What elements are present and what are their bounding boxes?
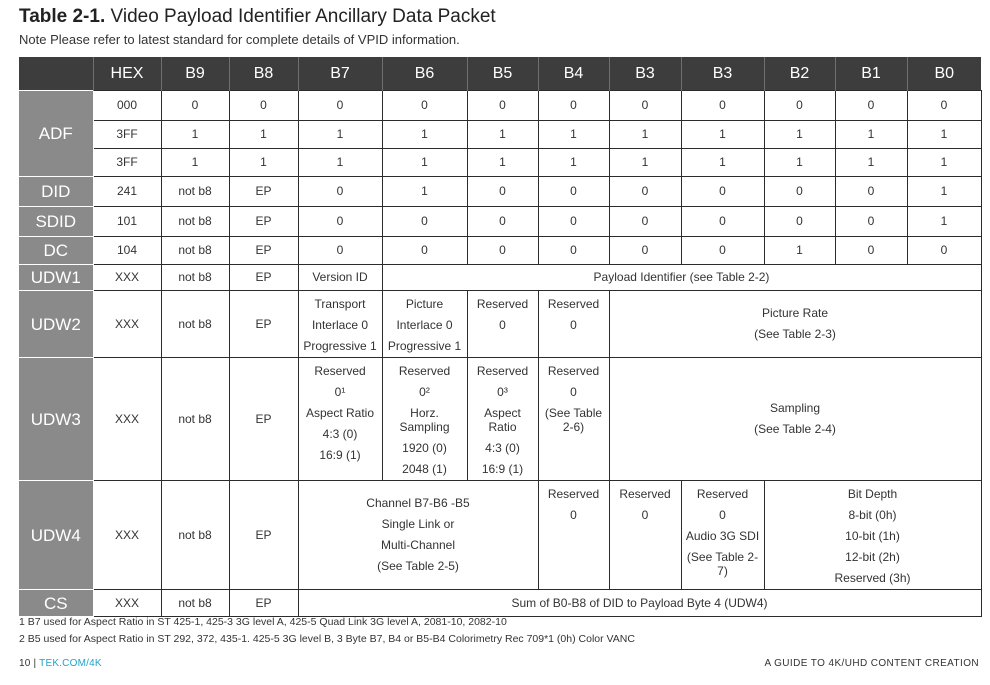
header-row [19, 57, 981, 91]
table-cell: 0 [298, 91, 382, 121]
cell-line: 0 [719, 508, 726, 522]
cell-line: Reserved [696, 487, 749, 501]
table-cell: 0 [467, 237, 538, 265]
header-cell: B3 [609, 57, 681, 91]
header-cell: B7 [298, 57, 382, 91]
site-link[interactable]: TEK.COM/4K [39, 658, 102, 669]
cell-line: 0 [570, 508, 577, 522]
table-cell: 101 [93, 207, 161, 237]
table-cell: EP [229, 590, 298, 617]
header-cell [19, 57, 93, 91]
cell-line: Progressive 1 [387, 339, 462, 353]
table-cell: 0 [538, 177, 609, 207]
footnote-2: 2 B5 used for Aspect Ratio in ST 292, 372, 435-1. 425-5 3G level B, 3 Byte B7, B4 or B5-B4 Colorimetry Rec 709*1 (0h) Color VANC [19, 633, 635, 645]
reserved-cell [467, 291, 538, 358]
cell-line: Channel B7-B6 -B5 [366, 496, 470, 510]
table-cell: EP [229, 177, 298, 207]
row-label-sdid: SDID [19, 207, 93, 237]
transport-cell [298, 291, 382, 358]
table-row-dc [19, 237, 981, 265]
table-cell: XXX [93, 291, 161, 358]
header-cell: B9 [161, 57, 229, 91]
table-cell: not b8 [161, 358, 229, 481]
table-row-udw1 [19, 265, 981, 291]
header-cell: B5 [467, 57, 538, 91]
table-cell: 1 [229, 149, 298, 177]
table-cell: 0 [609, 237, 681, 265]
table-cell: 1 [229, 121, 298, 149]
table-cell: 1 [764, 237, 835, 265]
cell-line: (See Table 2-3) [754, 327, 836, 341]
cell-line: Sampling [769, 401, 821, 415]
table-cell: EP [229, 237, 298, 265]
table-cell: 1 [835, 121, 907, 149]
table-row-adf [19, 91, 981, 121]
cell-line: Reserved [547, 364, 600, 378]
row-label-dc: DC [19, 237, 93, 265]
table-cell: 0 [764, 207, 835, 237]
cell-line: Picture Rate [761, 306, 829, 320]
table-row-adf [19, 149, 981, 177]
header-cell: B1 [835, 57, 907, 91]
table-cell: 3FF [93, 149, 161, 177]
table-cell: 0 [835, 207, 907, 237]
table-cell: not b8 [161, 177, 229, 207]
cell-line: Reserved [547, 297, 600, 311]
footnote-1: 1 B7 used for Aspect Ratio in ST 425-1, 425-3 3G level A, 425-5 Quad Link 3G level A, 2081-10, 2082-10 [19, 616, 507, 628]
cell-line: 8-bit (0h) [848, 508, 897, 522]
version-id-cell: Version ID [298, 265, 382, 291]
cell-line: Picture [405, 297, 444, 311]
table-cell: 1 [161, 121, 229, 149]
cell-line: Progressive 1 [303, 339, 377, 353]
picture-rate-cell [609, 291, 981, 358]
table-cell: 0 [835, 91, 907, 121]
table-cell: 0 [467, 91, 538, 121]
row-label-udw1: UDW1 [19, 265, 93, 291]
header-cell: B4 [538, 57, 609, 91]
table-cell: 0 [298, 237, 382, 265]
table-cell: not b8 [161, 590, 229, 617]
header-cell: B0 [907, 57, 981, 91]
table-cell: 1 [467, 121, 538, 149]
table-cell: EP [229, 291, 298, 358]
cell-line: 0 [570, 385, 577, 399]
channel-cell [298, 481, 538, 590]
table-cell: 0 [907, 237, 981, 265]
table-cell: 0 [681, 91, 764, 121]
table-cell: 1 [609, 149, 681, 177]
table-cell: not b8 [161, 265, 229, 291]
table-cell: 1 [681, 149, 764, 177]
cell-line: (See Table 2-4) [754, 422, 836, 436]
table-cell: 1 [681, 121, 764, 149]
cell-line: Bit Depth [847, 487, 898, 501]
cell-line: Horz. Sampling [399, 406, 450, 434]
cell-line: (See Table 2-5) [377, 559, 459, 573]
cell-line: Reserved [619, 487, 671, 501]
cell-line: Aspect Ratio [484, 406, 521, 434]
table-row-sdid [19, 207, 981, 237]
table-row-adf [19, 121, 981, 149]
table-cell: 0 [538, 237, 609, 265]
cell-line: Reserved [398, 364, 451, 378]
cell-line: Multi-Channel [380, 538, 456, 552]
reserved-cell [538, 291, 609, 358]
table-cell: 0 [609, 91, 681, 121]
row-label-adf: ADF [19, 91, 93, 177]
cell-line: 0¹ [334, 385, 346, 399]
table-cell: 0 [609, 207, 681, 237]
table-cell: EP [229, 265, 298, 291]
table-cell: 0 [538, 207, 609, 237]
vpid-table [19, 57, 982, 617]
table-row-udw2 [19, 291, 981, 358]
table-cell: 1 [764, 149, 835, 177]
table-cell: 0 [538, 91, 609, 121]
reserved-cell [609, 481, 681, 590]
table-cell: 0 [835, 237, 907, 265]
reserved-cell [538, 358, 609, 481]
table-note: Note Please refer to latest standard for complete details of VPID information. [19, 32, 460, 47]
table-cell: EP [229, 358, 298, 481]
table-cell: 1 [467, 149, 538, 177]
table-cell: 1 [835, 149, 907, 177]
table-cell: 1 [538, 121, 609, 149]
table-cell: 1 [382, 149, 467, 177]
table-cell: 0 [681, 177, 764, 207]
table-cell: 241 [93, 177, 161, 207]
cell-line: 0³ [497, 385, 508, 399]
table-cell: EP [229, 207, 298, 237]
cell-line: 0 [499, 318, 506, 332]
picture-cell [382, 291, 467, 358]
cell-line: 16:9 (1) [319, 448, 361, 462]
row-label-cs: CS [19, 590, 93, 617]
row-label-did: DID [19, 177, 93, 207]
cell-line: (See Table 2-6) [544, 406, 603, 434]
cell-line: 0 [641, 508, 649, 522]
cell-line: 0 [570, 318, 577, 332]
table-cell: 0 [298, 177, 382, 207]
aspect-ratio-cell [467, 358, 538, 481]
page-separator: | [33, 658, 37, 669]
table-cell: 3FF [93, 121, 161, 149]
table-cell: 1 [907, 149, 981, 177]
table-cell: 0 [681, 207, 764, 237]
table-cell: 0 [835, 177, 907, 207]
cell-line: 10-bit (1h) [845, 529, 900, 543]
table-cell: not b8 [161, 291, 229, 358]
table-cell: 1 [382, 177, 467, 207]
cell-line: 16:9 (1) [481, 462, 524, 476]
table-cell: 000 [93, 91, 161, 121]
payload-identifier-cell: Payload Identifier (see Table 2-2) [382, 265, 981, 291]
cell-line: Audio 3G SDI [685, 529, 760, 543]
row-label-udw2: UDW2 [19, 291, 93, 358]
cell-line: 0² [419, 385, 430, 399]
cell-line: 4:3 (0) [485, 441, 520, 455]
table-cell: 1 [298, 121, 382, 149]
table-cell: 0 [764, 91, 835, 121]
checksum-cell: Sum of B0-B8 of DID to Payload Byte 4 (UDW4) [298, 590, 981, 617]
row-label-udw4: UDW4 [19, 481, 93, 590]
cell-line: Reserved [314, 364, 366, 378]
cell-line: Single Link or [381, 517, 455, 531]
table-cell: 0 [382, 237, 467, 265]
table-title: Video Payload Identifier Ancillary Data Packet [110, 6, 496, 27]
table-row-udw3 [19, 358, 981, 481]
cell-line: (See Table 2-7) [686, 550, 759, 578]
table-number: Table 2-1. [19, 6, 106, 27]
table-cell: 0 [907, 91, 981, 121]
table-cell: XXX [93, 358, 161, 481]
header-cell: B8 [229, 57, 298, 91]
audio-3g-sdi-cell [681, 481, 764, 590]
table-cell: 0 [382, 91, 467, 121]
cell-line: Reserved [476, 364, 529, 378]
table-cell: 0 [382, 207, 467, 237]
sampling-cell [609, 358, 981, 481]
table-cell: 1 [161, 149, 229, 177]
table-cell: 1 [609, 121, 681, 149]
page-footer [19, 658, 102, 669]
bit-depth-cell [764, 481, 981, 590]
table-cell: 0 [681, 237, 764, 265]
table-row-cs [19, 590, 981, 617]
table-cell: 104 [93, 237, 161, 265]
table-cell: 1 [907, 207, 981, 237]
table-cell: 0 [229, 91, 298, 121]
cell-line: 1920 (0) [402, 441, 447, 455]
page-title [19, 6, 496, 28]
cell-line: 4:3 (0) [322, 427, 358, 441]
table-cell: 0 [609, 177, 681, 207]
table-cell: XXX [93, 590, 161, 617]
aspect-ratio-cell [298, 358, 382, 481]
cell-line: 12-bit (2h) [845, 550, 900, 564]
table-cell: 1 [764, 121, 835, 149]
cell-line: Interlace 0 [396, 318, 453, 332]
header-cell: B2 [764, 57, 835, 91]
table-cell: not b8 [161, 481, 229, 590]
table-cell: XXX [93, 265, 161, 291]
header-cell: B6 [382, 57, 467, 91]
table-cell: 1 [382, 121, 467, 149]
table-cell: 1 [538, 149, 609, 177]
table-cell: 1 [298, 149, 382, 177]
table-row-did [19, 177, 981, 207]
row-label-udw3: UDW3 [19, 358, 93, 481]
header-cell: HEX [93, 57, 161, 91]
table-cell: 0 [161, 91, 229, 121]
page-number: 10 [19, 658, 31, 669]
table-cell: 0 [298, 207, 382, 237]
table-cell: 0 [467, 207, 538, 237]
cell-line: Reserved [476, 297, 529, 311]
table-cell: EP [229, 481, 298, 590]
cell-line: 2048 (1) [402, 462, 447, 476]
table-cell: not b8 [161, 237, 229, 265]
table-cell: 1 [907, 121, 981, 149]
table-cell: 0 [467, 177, 538, 207]
cell-line: Transport [314, 297, 366, 311]
table-cell: 1 [907, 177, 981, 207]
guide-title: A GUIDE TO 4K/UHD CONTENT CREATION [764, 658, 979, 669]
table-cell: 0 [764, 177, 835, 207]
horz-sampling-cell [382, 358, 467, 481]
table-cell: XXX [93, 481, 161, 590]
cell-line: Aspect Ratio [305, 406, 375, 420]
header-cell: B3 [681, 57, 764, 91]
reserved-cell [538, 481, 609, 590]
cell-line: Interlace 0 [311, 318, 369, 332]
table-row-udw4 [19, 481, 981, 590]
cell-line: Reserved [547, 487, 600, 501]
table-cell: not b8 [161, 207, 229, 237]
cell-line: Reserved (3h) [834, 571, 911, 585]
